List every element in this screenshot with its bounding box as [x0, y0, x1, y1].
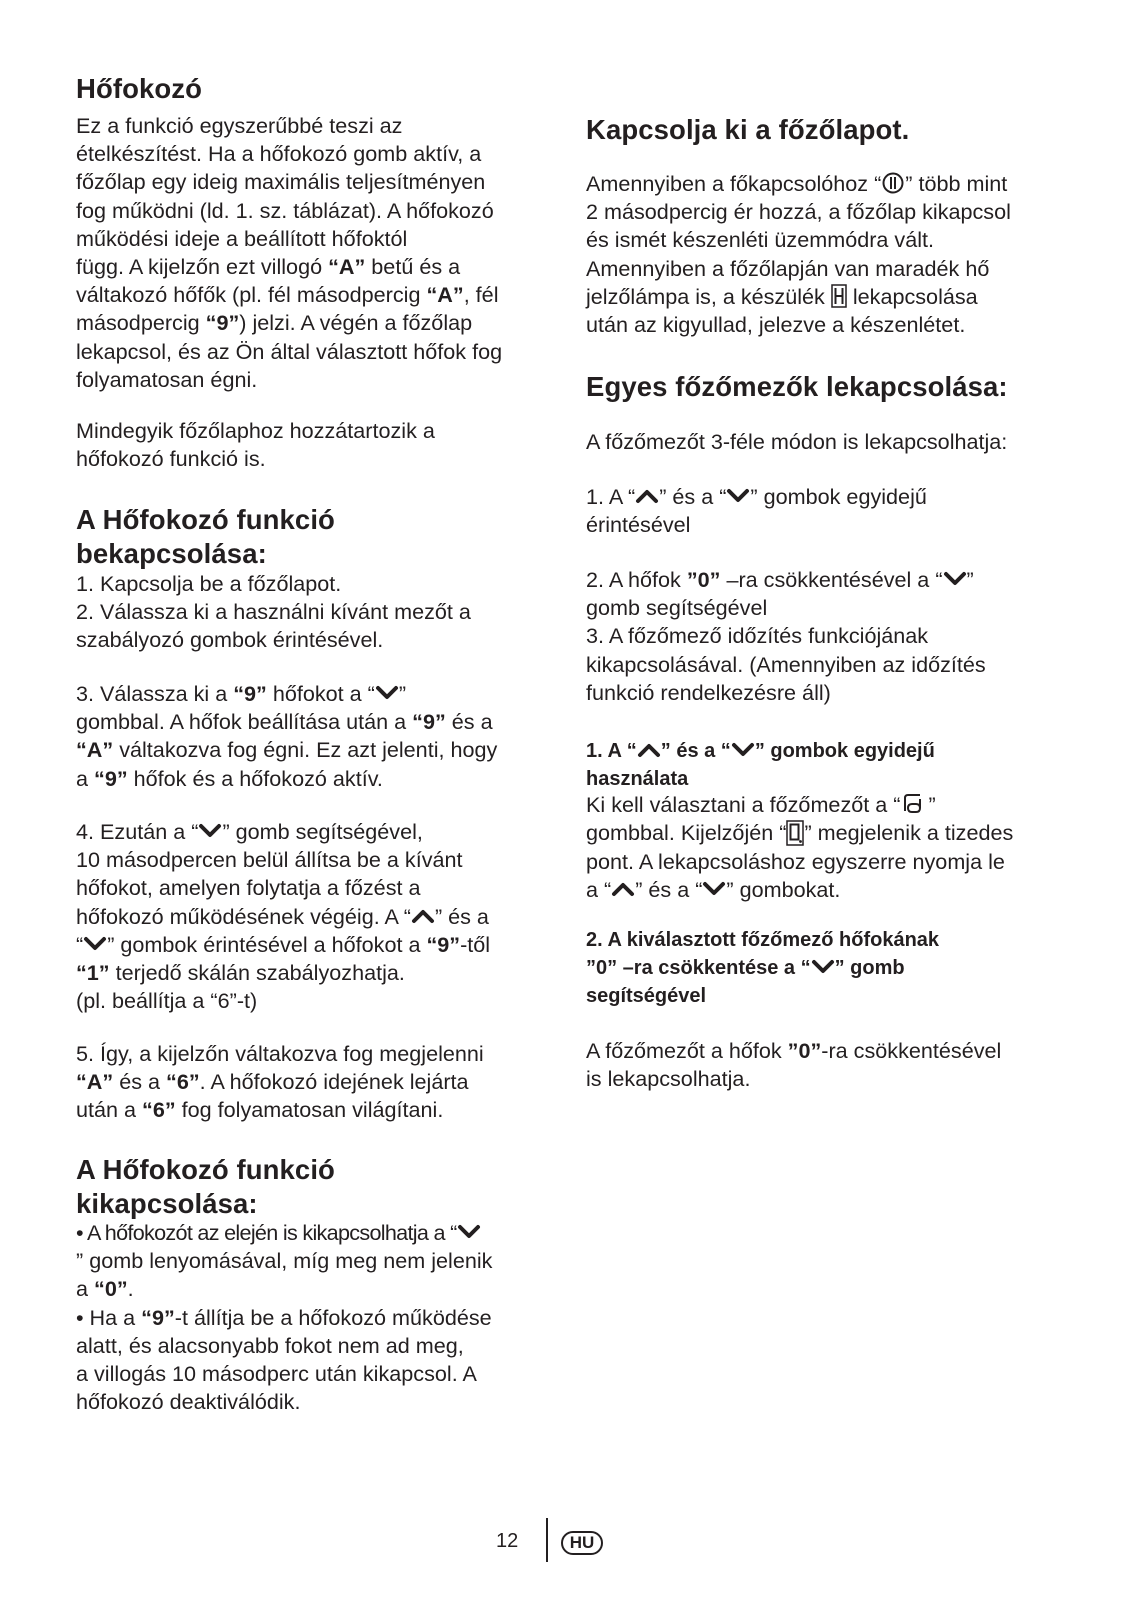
text-line: hőfokozó működésének végéig. A “ ” és a — [76, 903, 489, 929]
text-line: a “9” hőfok és a hőfokozó aktív. — [76, 765, 383, 791]
subheading-line: ”0” –ra csökkentése a “ ” gomb — [586, 957, 905, 979]
text-line: “ ” gombok érintésével a hőfokot a “9”-től — [76, 931, 491, 957]
text-line: hőfokozó funkció is. — [76, 446, 266, 472]
text-line: kikapcsolásával. (Amennyiben az időzítés — [586, 651, 986, 677]
heading-line: A Hőfokozó funkció — [76, 1154, 335, 1185]
text-line: a “0”. — [76, 1276, 134, 1302]
display-zero-dot-icon — [786, 820, 804, 846]
heading-turn-on — [76, 503, 546, 571]
text-line: is lekapcsolhatja. — [586, 1066, 751, 1092]
down-arrow-icon — [457, 1224, 481, 1240]
reduce-to-zero-paragraph — [586, 1037, 1056, 1093]
down-arrow-icon — [83, 936, 107, 952]
switch-off-paragraph — [586, 170, 1056, 339]
zone-select-icon — [900, 792, 928, 816]
subheading-reduce-to-zero — [586, 926, 1056, 1010]
text-line: váltakozó hőfők (pl. fél másodpercig “A”, fél — [76, 282, 499, 308]
text-line: • Ha a “9”-t állítja be a hőfokozó működése — [76, 1304, 492, 1330]
residual-heat-H-icon — [831, 284, 847, 308]
language-badge: HU — [561, 1531, 603, 1555]
down-arrow-icon — [943, 571, 967, 587]
text-line: Amennyiben a főkapcsolóhoz “ ” több mint — [586, 171, 1008, 196]
turn-off-bullets — [76, 1219, 546, 1416]
heading-turn-off — [76, 1153, 546, 1221]
text-line: hőfokot, amelyen folytatja a főzést a — [76, 875, 421, 901]
text-line: 3. Válassza ki a “9” hőfokot a “ ” — [76, 681, 407, 706]
method-1 — [586, 483, 1056, 539]
text-line: • A hőfokozót az elején is kikapcsolhatja a “ — [76, 1219, 546, 1247]
up-arrow-icon — [637, 742, 661, 758]
text-line: szabályozó gombok érintésével. — [76, 627, 384, 653]
text-line: A főzőmezőt a hőfok ”0”-ra csökkentésével — [586, 1038, 1002, 1063]
text-line: a “ ” és a “ ” gombokat. — [586, 876, 841, 902]
text-line: érintésével — [586, 512, 691, 538]
text-line: folyamatosan égni. — [76, 366, 258, 392]
step-5 — [76, 1040, 546, 1125]
heading-line: A Hőfokozó funkció — [76, 504, 335, 535]
up-arrow-icon — [635, 488, 659, 504]
text-line: 3. A főzőmező időzítés funkciójának — [586, 623, 929, 649]
text-line: 10 másodpercen belül állítsa be a kívánt — [76, 847, 463, 873]
text-line: alatt, és alacsonyabb fokot nem ad meg, — [76, 1332, 464, 1358]
text-line: ” gomb lenyomásával, míg meg nem jelenik — [76, 1248, 493, 1274]
text-line: gomb segítségével — [586, 595, 768, 621]
text-line: után a “6” fog folyamatosan világítani. — [76, 1097, 444, 1123]
page-number: 12 — [496, 1530, 519, 1552]
simultaneous-paragraph — [586, 791, 1056, 904]
text-line: a villogás 10 másodperc után kikapcsol. A — [76, 1361, 477, 1387]
text-line: főzőlap egy ideig maximális teljesítményen — [76, 169, 486, 195]
text-line: Ki kell választani a főzőmezőt a “ ” — [586, 792, 936, 817]
up-arrow-icon — [611, 881, 635, 897]
text-line: függ. A kijelzőn ezt villogó “A” betű és a — [76, 254, 461, 280]
text-line: és ismét készenléti üzemmódra vált. — [586, 227, 935, 253]
down-arrow-icon — [375, 685, 399, 701]
text-line: Mindegyik főzőlaphoz hozzátartozik a — [76, 418, 435, 443]
heading-each-zone: Egyes főzőmezők lekapcsolása: — [586, 371, 1008, 402]
subheading-line: 1. A “ ” és a “ ” gombok egyidejű — [586, 740, 935, 762]
subheading-line: segítségével — [586, 985, 707, 1007]
intro-paragraph — [76, 112, 546, 394]
heading-line: bekapcsolása: — [76, 538, 267, 569]
method-2-3 — [586, 566, 1056, 707]
steps-1-2 — [76, 570, 546, 655]
heading-switch-off-hob: Kapcsolja ki a főzőlapot. — [586, 114, 910, 145]
step-4 — [76, 818, 546, 1015]
text-line: 4. Ezután a “ ” gomb segítségével, — [76, 819, 423, 844]
text-line: Ez a funkció egyszerűbbé teszi az — [76, 113, 403, 138]
step-3 — [76, 680, 546, 793]
subheading-line: 2. A kiválasztott főzőmező hőfokának — [586, 929, 940, 951]
text-line: 2. A hőfok ”0” –ra csökkentésével a “ ” — [586, 567, 974, 592]
text-line: fog működni (ld. 1. sz. táblázat). A hőfokozó — [76, 197, 494, 223]
down-arrow-icon — [731, 742, 755, 758]
each-zone-intro — [586, 428, 1056, 456]
power-icon — [881, 171, 905, 195]
text-line: hőfokozó deaktiválódik. — [76, 1389, 301, 1415]
text-line: pont. A lekapcsoláshoz egyszerre nyomja le — [586, 848, 1005, 874]
text-line: működési ideje a beállított hőfoktól — [76, 225, 408, 251]
text-line: Amennyiben a főzőlapján van maradék hő — [586, 255, 990, 281]
text-line: ételkészítést. Ha a hőfokozó gomb aktív, a — [76, 141, 482, 167]
text-line: gombbal. Kijelzőjén “ ” megjelenik a tizedes — [586, 820, 1014, 846]
text-line: 1. Kapcsolja be a főzőlapot. — [76, 571, 342, 596]
text-line: 2. Válassza ki a használni kívánt mezőt a — [76, 599, 471, 625]
heading-hofokozo: Hőfokozó — [76, 73, 203, 104]
text-line: 5. Így, a kijelzőn váltakozva fog megjelenni — [76, 1041, 484, 1066]
text-line: funkció rendelkezésre áll) — [586, 679, 831, 705]
subheading-line: használata — [586, 768, 689, 790]
text-line: “A” váltakozva fog égni. Ez azt jelenti, hogy — [76, 737, 498, 763]
text-line: gombbal. A hőfok beállítása után a “9” és a — [76, 709, 493, 735]
text-line: 1. A “ ” és a “ ” gombok egyidejű — [586, 484, 927, 509]
footer-divider — [546, 1518, 548, 1562]
text-line: másodpercig “9”) jelzi. A végén a főzőlap — [76, 310, 473, 336]
text-line: jelzőlámpa is, a készülék lekapcsolása — [586, 283, 978, 309]
down-arrow-icon — [198, 823, 222, 839]
text-line: A főzőmezőt 3-féle módon is lekapcsolhatja: — [586, 429, 1008, 454]
text-line: 2 másodpercig ér hozzá, a főzőlap kikapcsol — [586, 199, 1011, 225]
subheading-simultaneous — [586, 737, 1056, 793]
down-arrow-icon — [726, 488, 750, 504]
up-arrow-icon — [411, 908, 435, 924]
every-hob-paragraph — [76, 417, 546, 473]
text-line: (pl. beállítja a “6”-t) — [76, 988, 258, 1014]
down-arrow-icon — [811, 959, 835, 975]
text-line: után az kigyullad, jelezve a készenlétet. — [586, 312, 966, 338]
text-line: lekapcsol, és az Ön által választott hőfok fog — [76, 338, 503, 364]
down-arrow-icon — [702, 881, 726, 897]
text-line: “1” terjedő skálán szabályozhatja. — [76, 960, 405, 986]
heading-line: kikapcsolása: — [76, 1188, 258, 1219]
text-line: “A” és a “6”. A hőfokozó idejének lejárta — [76, 1069, 469, 1095]
